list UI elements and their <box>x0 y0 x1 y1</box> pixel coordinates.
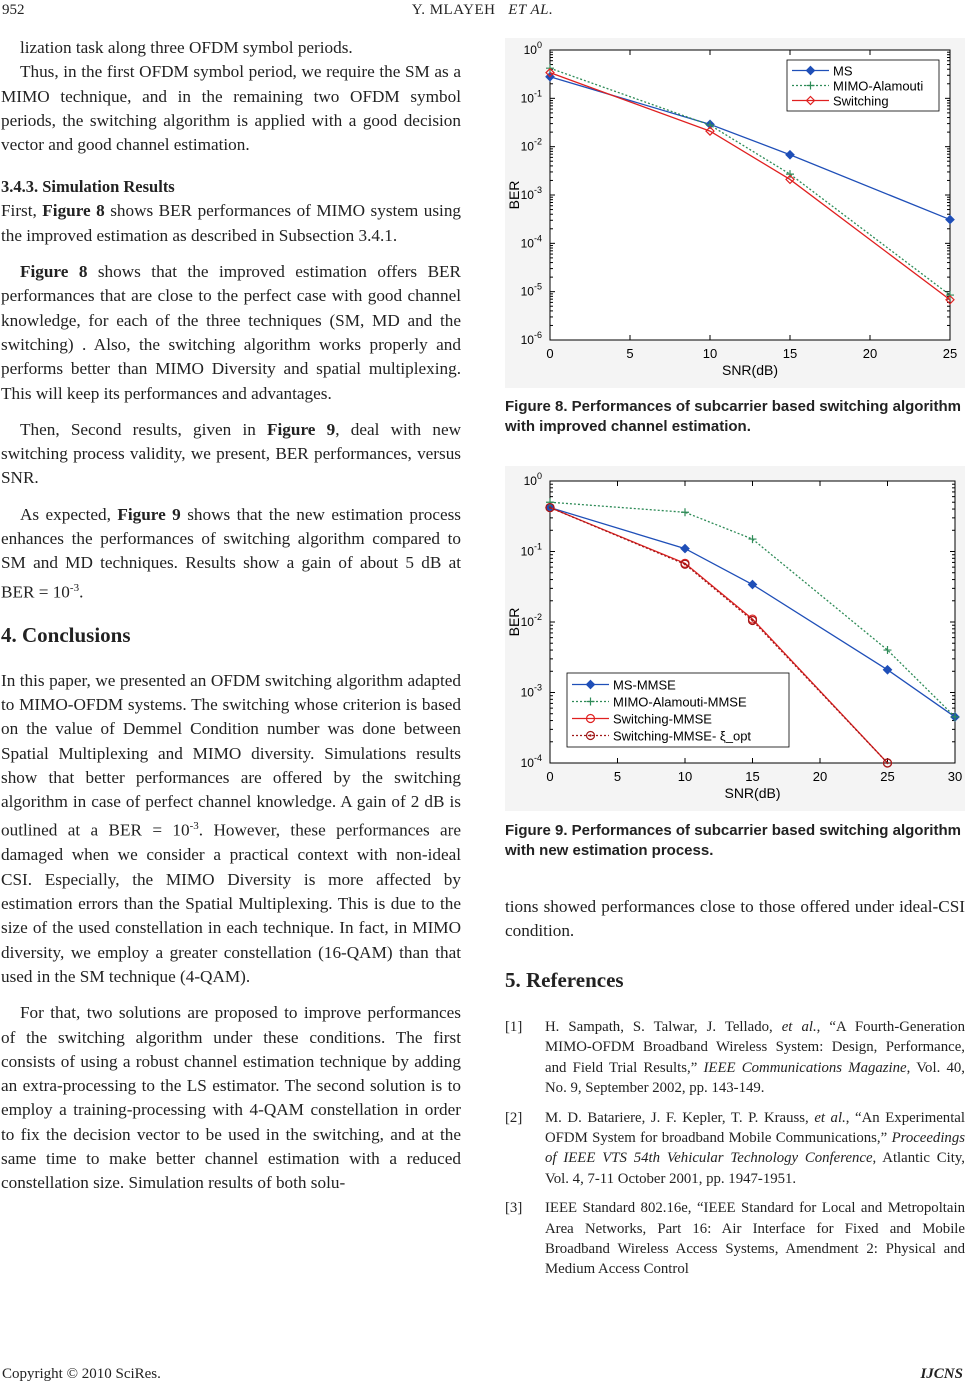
x-tick-label: 0 <box>546 769 554 784</box>
y-tick-label: $10^{-6}$ <box>520 330 542 347</box>
page-header <box>0 2 965 24</box>
x-axis-label: SNR(dB) <box>721 362 779 378</box>
paragraph: Figure 8 shows that the improved estimation offers BER performances that are close to the perfect case with good channel knowledge, for each of the three techniques (SM, MD and the switching) . Also, the switching algorithm works properly and performs better than MIMO Diversity and spatial multiplexing. This will keep its performances and advantages. <box>1 262 462 403</box>
x-tick-label: 5 <box>626 346 634 361</box>
reference-list <box>505 1017 965 1289</box>
legend-label: Switching-MMSE- ξ_opt <box>613 728 752 744</box>
copyright: Copyright © 2010 SciRes. <box>2 1366 161 1382</box>
y-tick-label: $10^{-3}$ <box>520 682 542 700</box>
x-tick-label: 15 <box>745 769 760 784</box>
figure-8-caption: Figure 8. Performances of subcarrier based switching algorithm with improved channel estimation. <box>505 398 961 435</box>
figure-9 <box>505 466 965 811</box>
figure-reference[interactable]: Figure 8 <box>20 262 88 282</box>
paragraph: tions showed performances close to those offered under ideal-CSI condition. <box>505 897 965 941</box>
x-tick-label: 30 <box>947 769 963 784</box>
data-point <box>549 506 551 508</box>
data-point <box>684 563 686 565</box>
legend-label: MIMO-Alamouti-MMSE <box>613 694 747 710</box>
left-column <box>1 36 461 1196</box>
x-tick-label: 20 <box>812 769 828 784</box>
x-tick-label: 10 <box>702 346 718 361</box>
section-heading: 5. References <box>505 967 624 992</box>
figure-reference[interactable]: Figure 9 <box>117 504 181 524</box>
running-title <box>0 2 965 19</box>
y-tick-label: $10^{-4}$ <box>520 233 542 251</box>
x-tick-label: 20 <box>862 346 878 361</box>
x-tick-label: 25 <box>880 769 895 784</box>
y-tick-label: $10^0$ <box>523 471 542 488</box>
y-tick-label: $10^{-5}$ <box>520 281 542 299</box>
journal-name: IJCNS <box>920 1366 963 1382</box>
page-number: 952 <box>2 2 25 18</box>
y-tick-label: $10^{-2}$ <box>520 612 542 629</box>
x-tick-label: 25 <box>942 346 958 361</box>
y-tick-label: $10^{-3}$ <box>520 185 542 202</box>
reference-item: [1] H. Sampath, S. Talwar, J. Tellado, et al., “A Fourth-Generation MIMO-OFDM Broadband Wireless System: Design, Performance, and Field Trial Results,” IEEE Communications Magazine, Vol. 40, No. 9, September 2002, pp. 143-149. <box>505 1019 965 1097</box>
y-tick-label: $10^{-2}$ <box>520 136 542 154</box>
legend-label: MS <box>833 63 853 79</box>
right-column-text <box>505 895 965 1014</box>
legend <box>787 60 939 111</box>
figure-9-caption: Figure 9. Performances of subcarrier based switching algorithm with new estimation process. <box>505 822 961 859</box>
figure-9-chart <box>505 466 965 811</box>
paragraph: Thus, in the first OFDM symbol period, we require the SM as a MIMO technique, and in the remaining two OFDM symbol periods, the switching algorithm is applied with a good decision vector and good channel estimation. <box>1 62 461 155</box>
x-axis-label: SNR(dB) <box>724 785 781 801</box>
y-tick-label: $10^{-1}$ <box>520 88 542 106</box>
paragraph: As expected, Figure 9 shows that the new estimation process enhances the performances of switching algorithm compared to SM and MD techniques. Results show a gain of about 5 dB at BER = $10^{-3}$. <box>1 504 461 602</box>
figure-reference[interactable]: Figure 8 <box>42 201 105 221</box>
subsection-heading: 3.4.3. Simulation Results <box>1 177 175 197</box>
paragraph: First, Figure 8 shows BER performances of MIMO system using the improved estimation as described in Subsection 3.4.1. <box>1 201 462 245</box>
running-title-authors: Y. MLAYEH <box>411 2 496 18</box>
data-point <box>886 762 888 764</box>
y-tick-label: $10^{-4}$ <box>520 753 542 770</box>
legend-marker <box>589 734 591 736</box>
reference-item: [3] IEEE Standard 802.16e, “IEEE Standard for Local and Metropoltain Area Networks, Part 16: Air Interface for Fixed and Mobile Broadband Wireless Access Systems, Amendment 2: Physical and Medium Access Control <box>505 1200 965 1278</box>
y-axis-label: BER <box>506 607 522 637</box>
legend <box>567 673 789 747</box>
paragraph: Then, Second results, given in Figure 9, deal with new switching process validity, we present, BER performances, versus SNR. <box>1 419 461 488</box>
legend-label: MS-MMSE <box>613 677 676 693</box>
figure-reference[interactable]: Figure 9 <box>267 419 336 439</box>
x-tick-label: 5 <box>613 769 622 784</box>
paragraph: In this paper, we presented an OFDM switching algorithm adapted to MIMO-OFDM systems. The switching whose criterion is based on the value of Demmel Condition number was done between Spatial Multiplexing and MIMO diversity. Simulations results show that better performances are offered by the switching algorithm in case of perfect channel knowledge. A gain of 2 dB is outlined at a BER = $10^{-3}$. However, these performances are damaged when we consider a practical context with non-ideal CSI. Especially, the MIMO Diversity is more affected by estimation errors than the Spatial Multiplexing. This is due to the size of the used constellation in each technique. In fact, in MIMO diversity, we employ a greater constellation (16-QAM) than that used in the SM technique (4-QAM). <box>1 670 462 986</box>
legend-label: MIMO-Alamouti <box>833 78 924 94</box>
legend-label: Switching-MMSE <box>613 711 712 727</box>
running-title-etal: ET AL. <box>508 2 554 18</box>
reference-item: [2] M. D. Batariere, J. F. Kepler, T. P. Krauss, et al., “An Experimental OFDM System for broadband Mobile Communications,” Proceedings of IEEE VTS 54th Vehicular Technology Conference, Atlantic City, Vol. 4, 7-11 October 2001, pp. 1947-1951. <box>505 1109 965 1187</box>
paragraph: lization task along three OFDM symbol periods. <box>20 38 353 57</box>
x-tick-label: 15 <box>782 346 798 361</box>
x-tick-label: 10 <box>677 769 693 784</box>
x-tick-label: 0 <box>546 346 554 361</box>
y-axis-label: BER <box>506 180 522 210</box>
data-point <box>751 619 753 621</box>
legend-label: Switching <box>833 93 889 109</box>
y-tick-label: $10^{-1}$ <box>520 541 542 559</box>
paragraph: For that, two solutions are proposed to improve performances of the switching algorithm under these conditions. The first consists of using a robust channel estimation technique by adding an extra-processing to the LS estimator. The second solution is to employ a training-processing with 4-QAM constellation in order to fix the decision vector to be used in the switching, and at the same time to make better channel estimation with a reduced constellation size. Simulation results of both solu- <box>1 1003 461 1193</box>
figure-8 <box>505 38 965 388</box>
section-heading: 4. Conclusions <box>1 622 131 647</box>
y-tick-label: $10^0$ <box>523 40 542 57</box>
figure-8-chart <box>505 38 965 388</box>
